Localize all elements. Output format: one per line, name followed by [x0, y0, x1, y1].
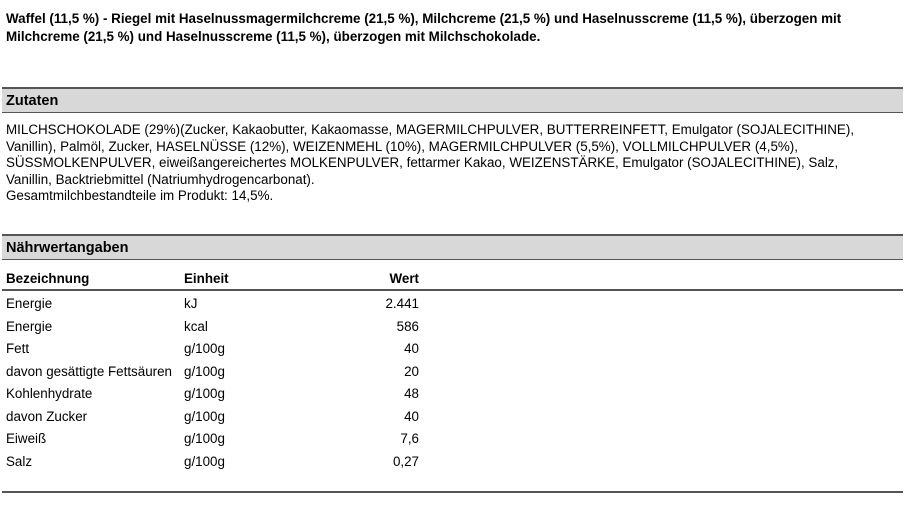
nutrient-name: Energie — [6, 318, 53, 334]
table-row — [6, 386, 419, 409]
zutaten-heading: Zutaten — [6, 93, 59, 109]
nutrient-unit: g/100g — [184, 431, 225, 446]
nutrient-unit: kJ — [184, 296, 198, 311]
nutrient-value: 586 — [396, 318, 419, 334]
table-header-divider — [2, 289, 903, 291]
column-header-value: Wert — [389, 271, 419, 286]
table-row — [6, 290, 419, 319]
ingredients-text: MILCHSCHOKOLADE (29%)(Zucker, Kakaobutter, Kakaomasse, MAGERMILCHPULVER, BUTTERREINFETT, Emulgator (SOJALECITHINE), Vanillin), Palmöl, Zucker, HASELNÜSSE (12%), WEIZENMEHL (10%), MAGERMILCHPULVER (5,5%), VOLLMILCHPULVER (4,5%), SÜSSMOLKENPULVER, eiweißangereichertes MOLKENPULVER, fettarmer Kakao, WEIZENSTÄRKE, Emulgator (SOJALECITHINE), Salz, Vanillin, Backtriebmittel (Natriumhydrogencarbonat). — [6, 122, 855, 187]
nutrient-name: davon Zucker — [6, 408, 88, 424]
nutrient-name: Eiweiß — [6, 431, 47, 446]
naehrwert-heading: Nährwertangaben — [6, 240, 129, 256]
column-header-name: Bezeichnung — [6, 271, 90, 286]
nutrient-unit: g/100g — [184, 341, 225, 356]
nutrient-value: 48 — [404, 386, 419, 401]
zutaten-section-header — [2, 87, 903, 113]
milk-content-note: Gesamtmilchbestandteile im Produkt: 14,5%. — [6, 188, 274, 204]
nutrient-name: Fett — [6, 341, 30, 356]
nutrient-value: 7,6 — [400, 431, 419, 446]
nutrient-unit: g/100g — [184, 453, 225, 469]
nutrient-value: 20 — [404, 363, 419, 379]
nutrient-name: Energie — [6, 296, 53, 311]
table-row — [6, 319, 419, 342]
nutrient-name: Salz — [6, 453, 33, 469]
table-bottom-divider — [2, 491, 903, 493]
nutrition-table-header-row — [6, 268, 419, 290]
table-row — [6, 454, 419, 477]
table-row — [6, 409, 419, 432]
product-title: Waffel (11,5 %) - Riegel mit Haselnussmagermilchcreme (21,5 %), Milchcreme (21,5 %) und Haselnusscreme (11,5 %), überzogen mit Milchcreme (21,5 %) und Haselnusscreme (11,5 %), überzogen mit Milchschokolade. — [6, 11, 842, 44]
nutrient-value: 40 — [404, 408, 419, 424]
nutrient-unit: g/100g — [184, 363, 225, 379]
nutrient-value: 0,27 — [392, 453, 419, 469]
column-header-unit: Einheit — [184, 271, 229, 286]
nutrient-value: 2.441 — [385, 296, 419, 311]
nutrient-value: 40 — [404, 341, 419, 356]
table-row — [6, 431, 419, 454]
nutrient-name: davon gesättigte Fettsäuren — [6, 363, 173, 379]
nutrient-unit: g/100g — [184, 408, 225, 424]
ingredients-block — [6, 122, 886, 205]
table-row — [6, 341, 419, 364]
nutrient-unit: kcal — [184, 318, 208, 334]
naehrwert-section-header — [2, 234, 903, 260]
table-row — [6, 364, 419, 387]
nutrition-table — [6, 268, 419, 476]
nutrient-name: Kohlenhydrate — [6, 386, 93, 401]
nutrient-unit: g/100g — [184, 386, 225, 401]
